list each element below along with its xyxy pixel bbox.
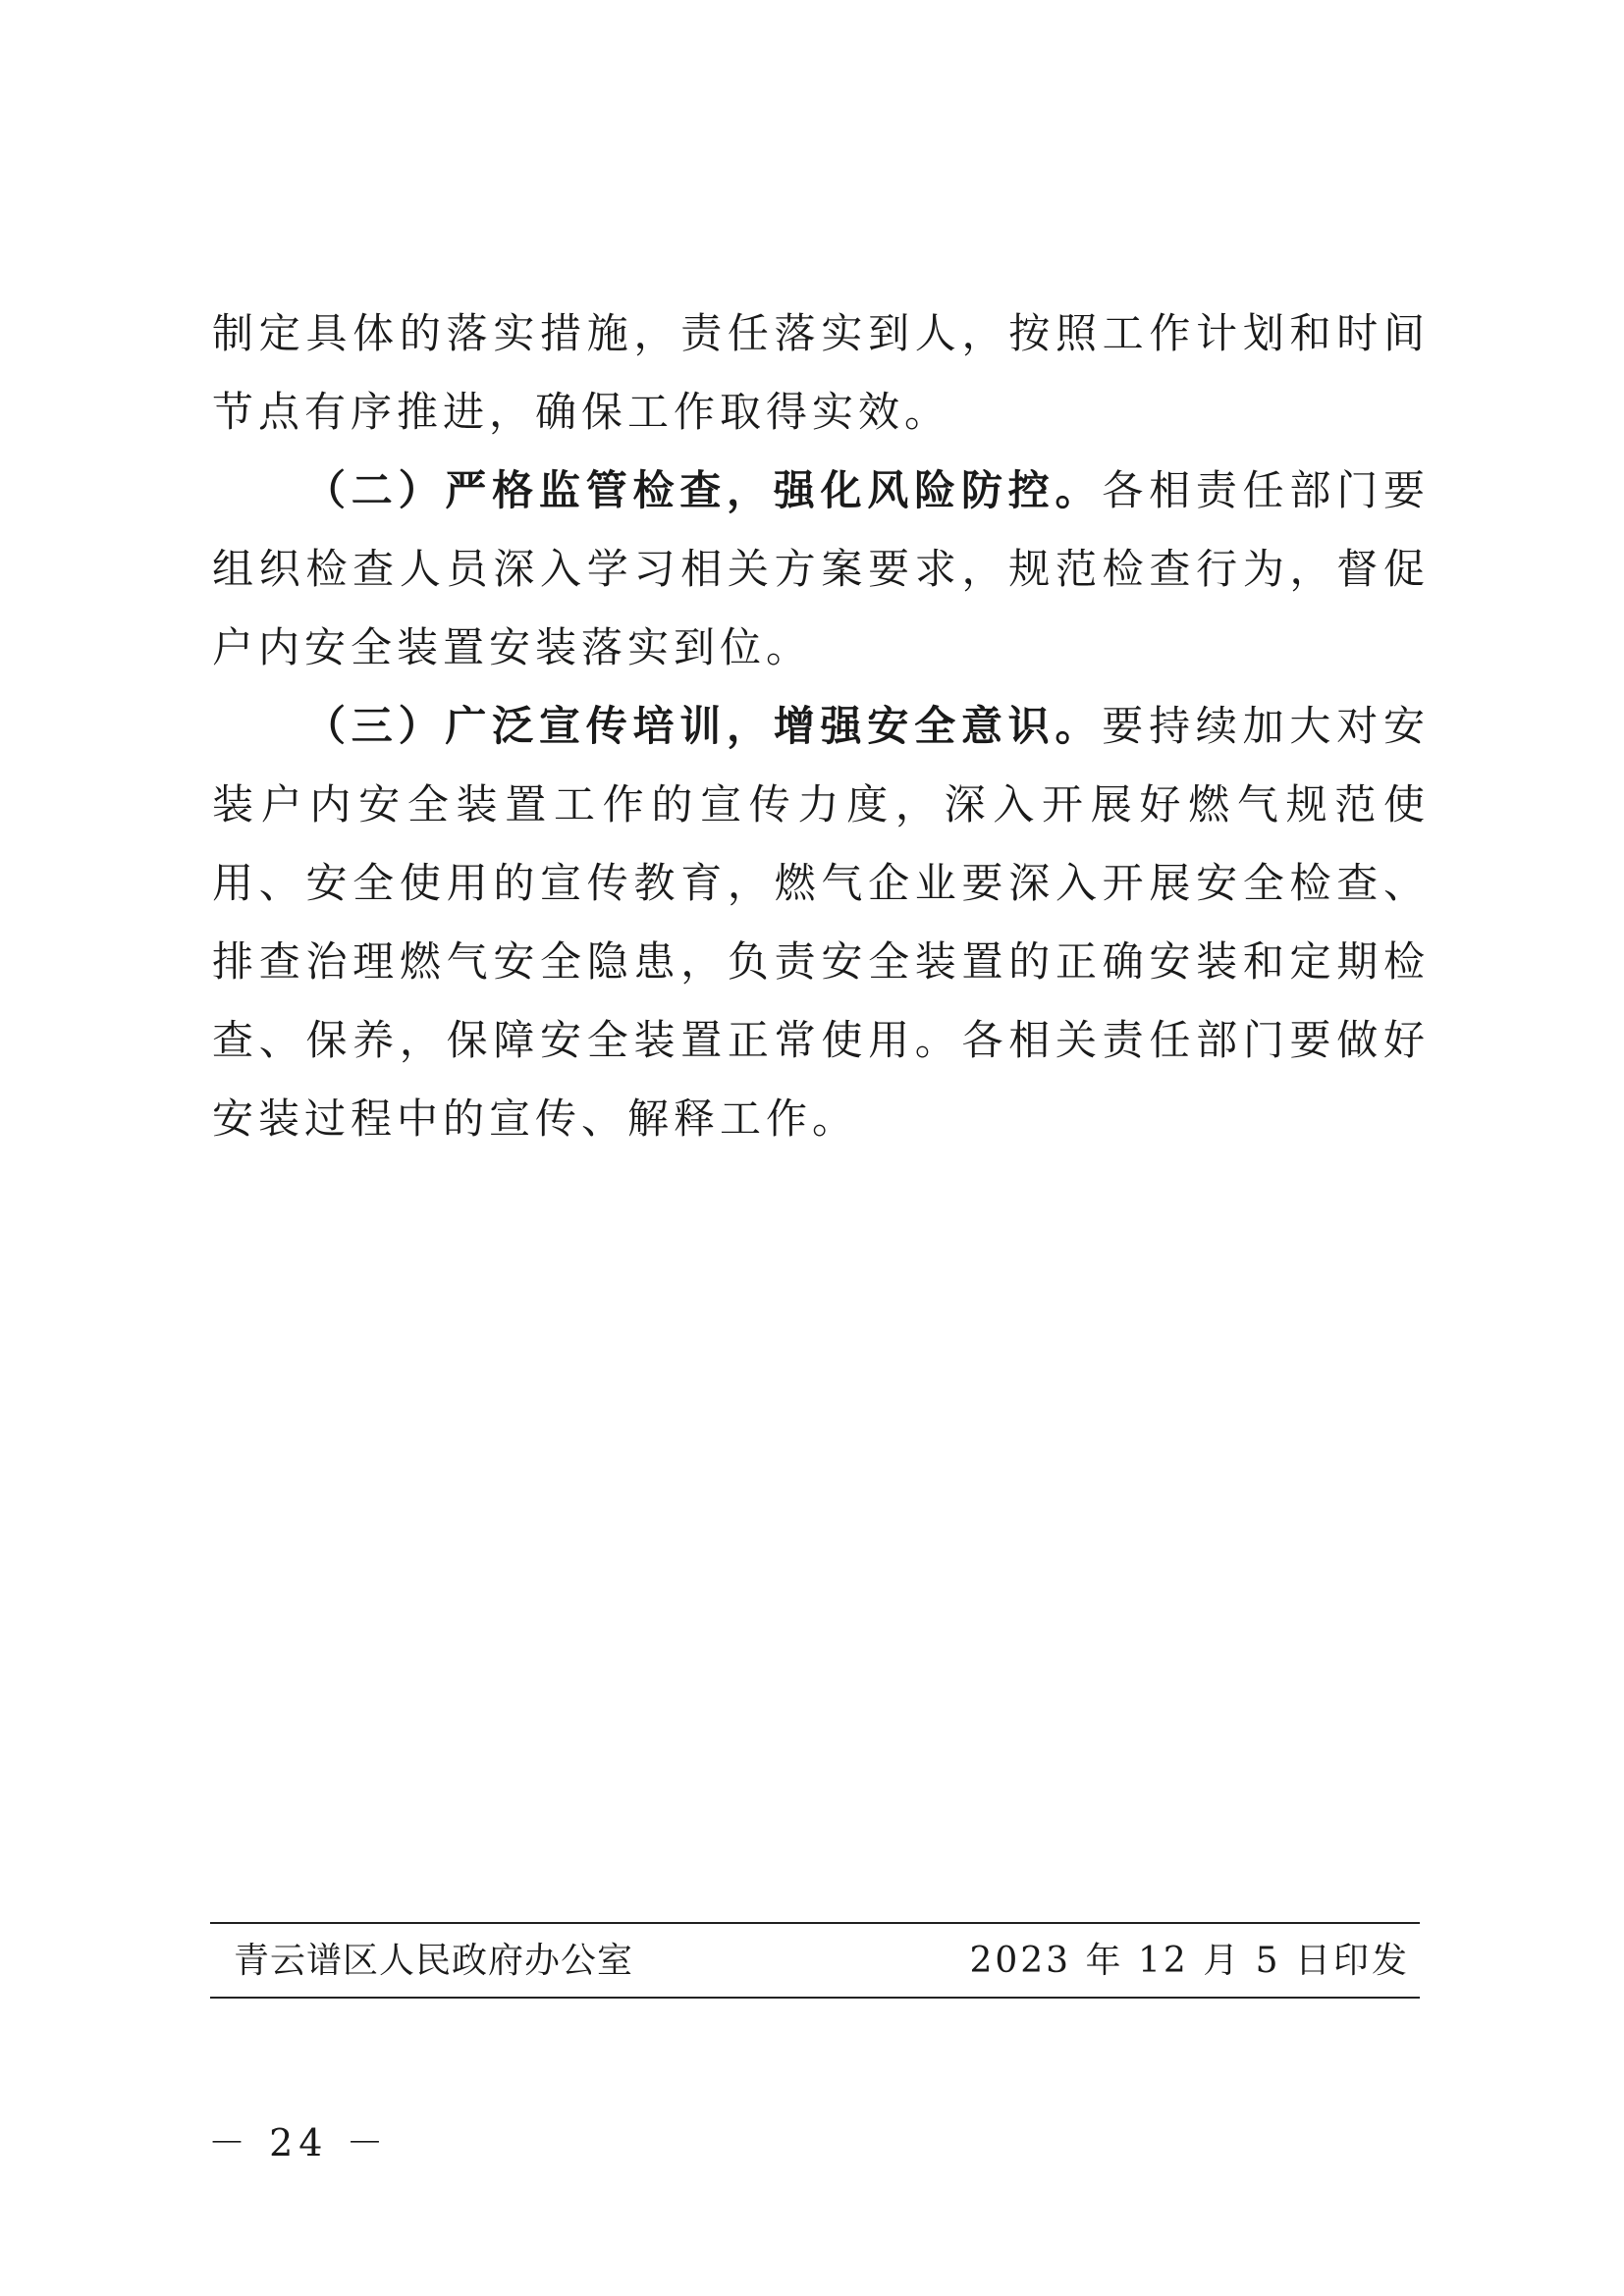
continued-paragraph bbox=[212, 294, 1430, 452]
footer-bottom-rule bbox=[210, 1997, 1420, 1999]
continued-paragraph-text: 制定具体的落实措施，责任落实到人，按照工作计划和时间节点有序推进，确保工作取得实效。 bbox=[212, 309, 1430, 436]
footer-top-rule bbox=[210, 1922, 1420, 1924]
section-2-heading: （二）严格监管检查，强化风险防控。 bbox=[304, 466, 1103, 514]
issue-date: 2023 年 12 月 5 日印发 bbox=[969, 1941, 1410, 1981]
issuance-footer bbox=[210, 1930, 1420, 1993]
section-3-text: 要持续加大对安装户内安全装置工作的宣传力度，深入开展好燃气规范使用、安全使用的宣传教育，燃气企业要深入开展安全检查、排查治理燃气安全隐患，负责安全装置的正确安装和定期检查、保养，保障安全装置正常使用。各相关责任部门要做好安装过程中的宣传、解释工作。 bbox=[212, 702, 1430, 1143]
issuer-name: 青云谱区人民政府办公室 bbox=[234, 1941, 634, 1981]
document-body bbox=[212, 294, 1430, 1158]
section-2-paragraph bbox=[212, 452, 1430, 687]
section-3-heading: （三）广泛宣传培训，增强安全意识。 bbox=[304, 702, 1103, 750]
section-3-paragraph bbox=[212, 687, 1430, 1158]
section-2-text: 各相责任部门要组织检查人员深入学习相关方案要求，规范检查行为，督促户内安全装置安装落实到位。 bbox=[212, 466, 1430, 671]
page-number: － 24 － bbox=[208, 2121, 390, 2164]
